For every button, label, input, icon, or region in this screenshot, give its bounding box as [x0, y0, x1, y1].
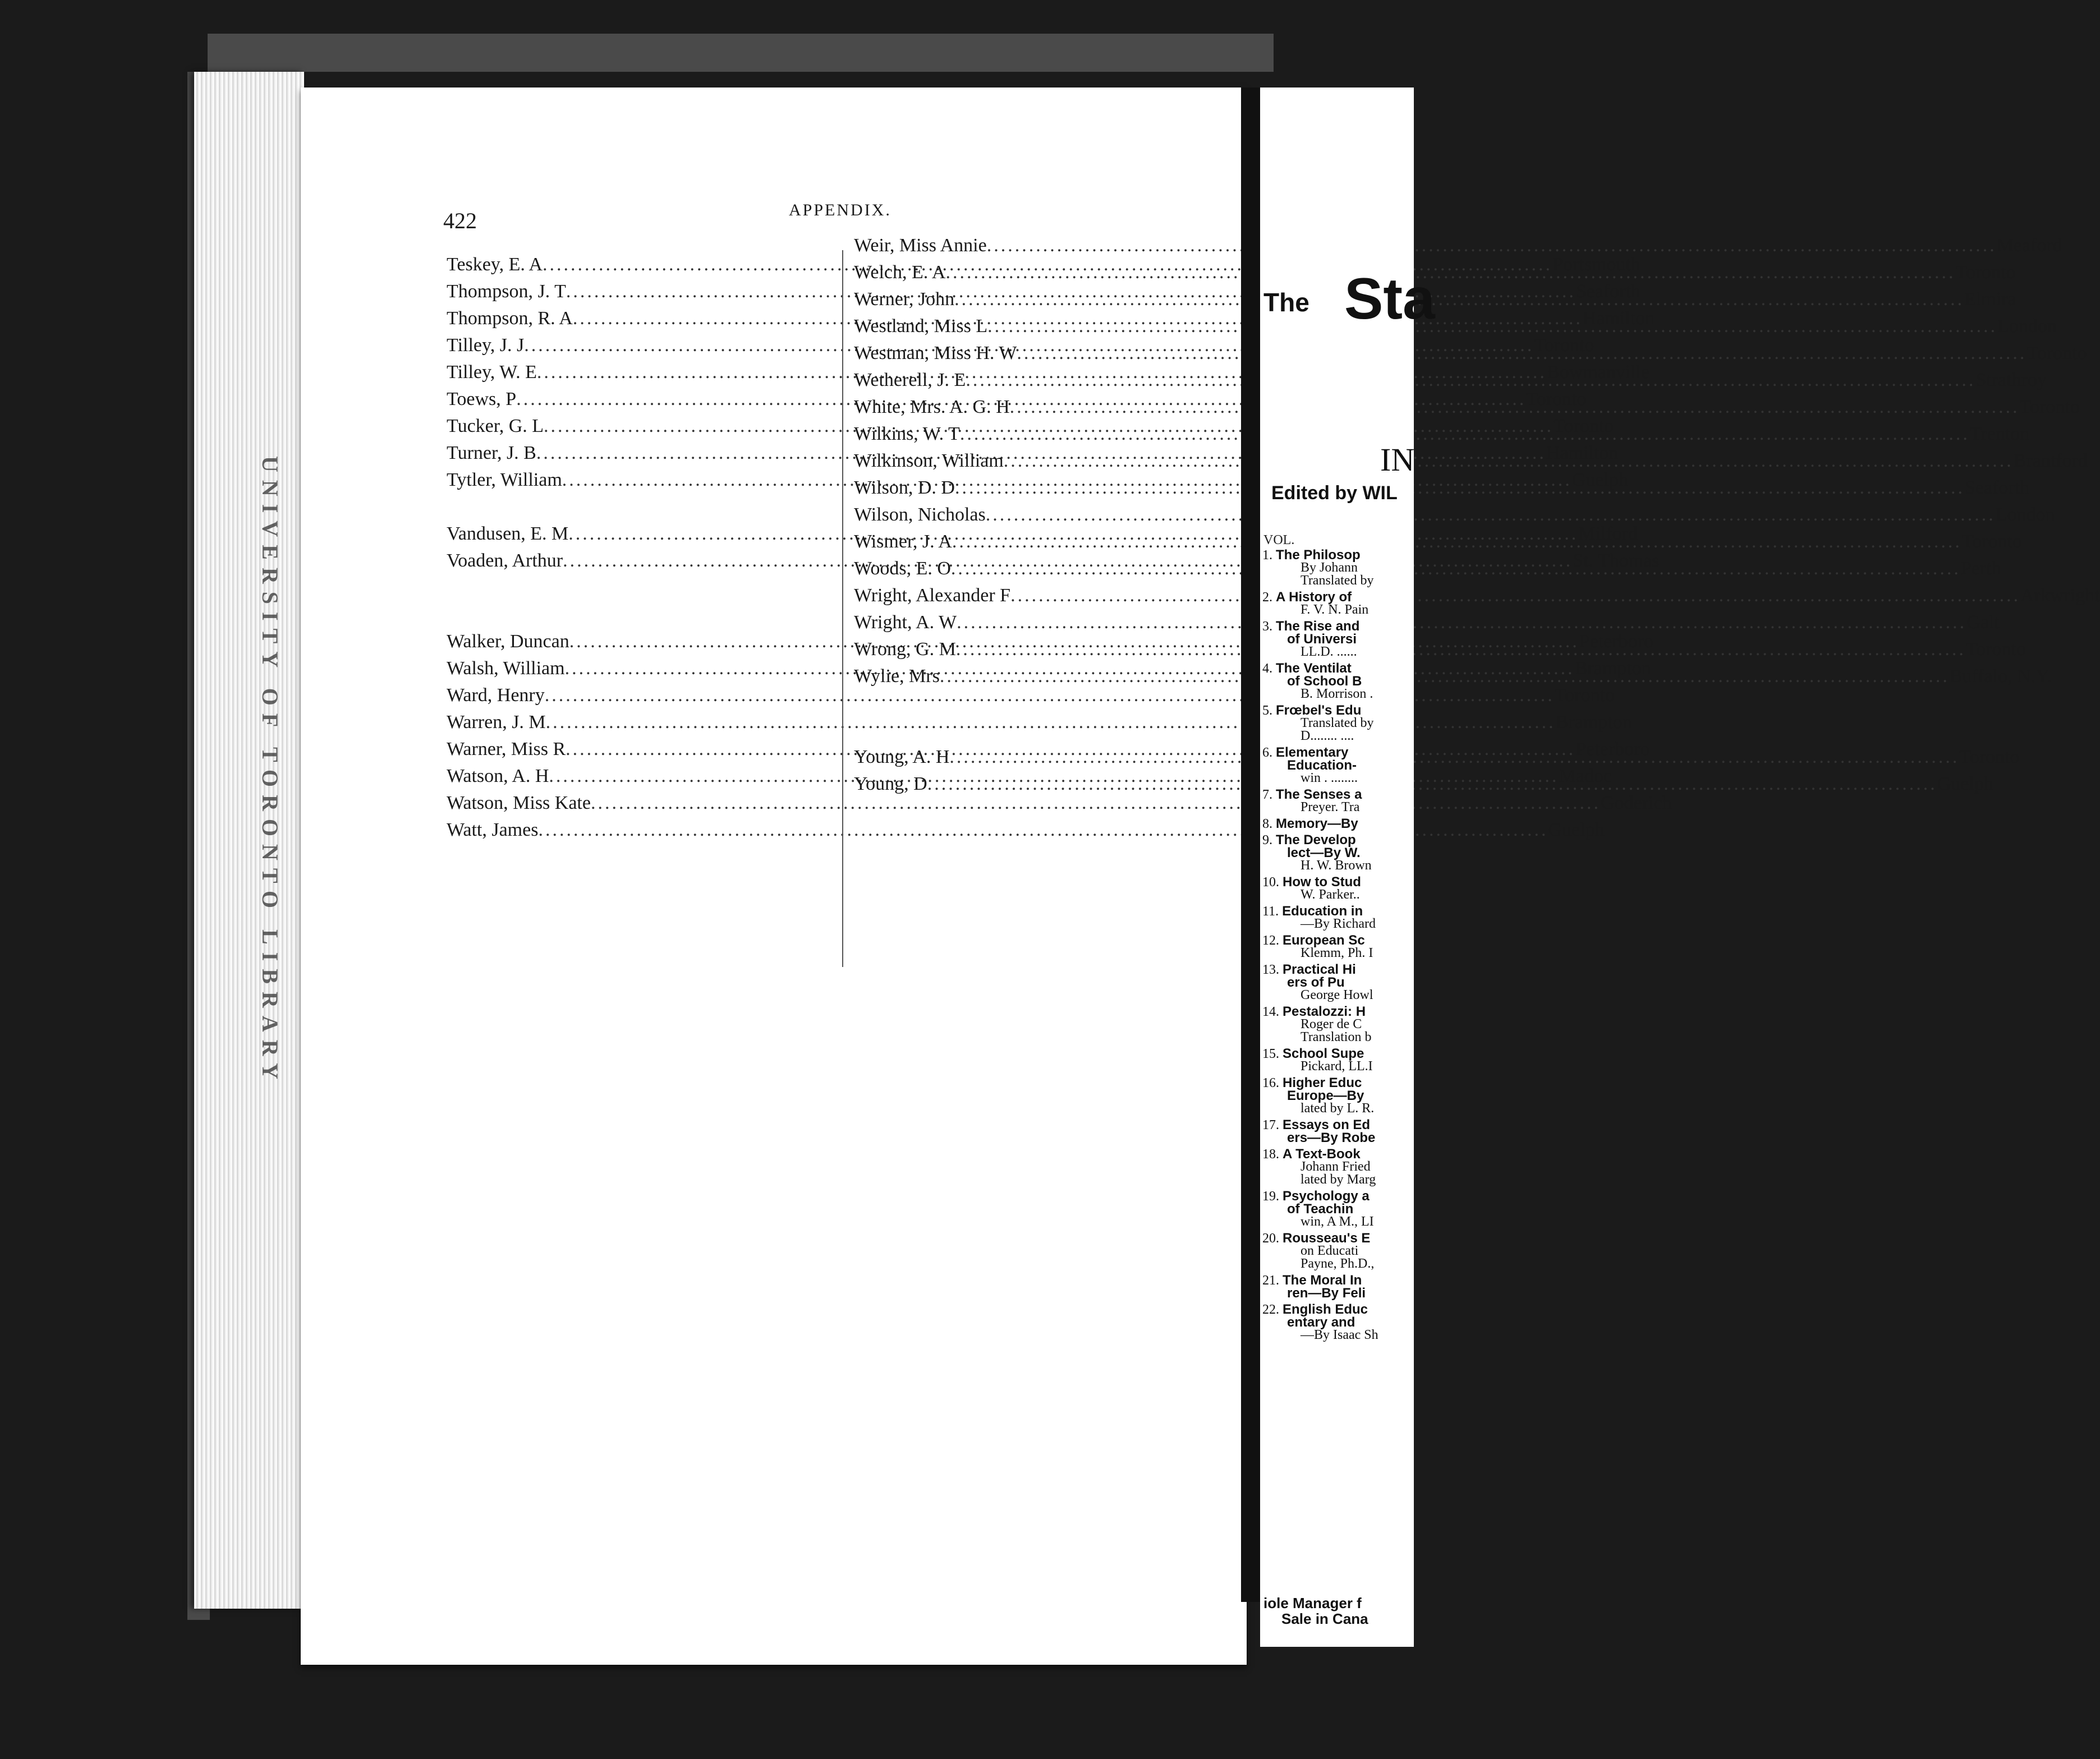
book-detail-line: LL.D. ......	[1301, 644, 1357, 659]
book-number: 10.	[1262, 875, 1279, 890]
book-entry	[1260, 1047, 1414, 1073]
dot-leader	[940, 663, 1950, 690]
book-title: A Text-Book	[1283, 1146, 1361, 1162]
book-title: Higher Educ	[1283, 1075, 1362, 1090]
book-entry	[1260, 963, 1414, 1002]
entry-name: Werner, John	[854, 289, 955, 310]
entry-place: Toronto	[2027, 343, 2087, 363]
book-detail-line: of Universi	[1287, 632, 1357, 647]
book-detail-line: lated by L. R.	[1301, 1101, 1375, 1116]
entry-name: Voaden, Arthur	[447, 550, 563, 571]
footer-line: iole Manager f	[1263, 1595, 1362, 1611]
book-detail-line: W. Parker..	[1301, 887, 1360, 902]
book-detail-line: Translation b	[1301, 1030, 1372, 1044]
book-title: Frœbel's Edu	[1276, 703, 1362, 718]
book-number: 19.	[1262, 1189, 1279, 1204]
book-detail-line: Education-	[1287, 758, 1357, 773]
book-title-line	[1260, 1303, 1414, 1316]
book-title-line	[1260, 1118, 1414, 1131]
book-number: 4.	[1262, 661, 1272, 676]
entry-name: Thompson, J. T	[447, 281, 566, 302]
entry-place: Hamilton	[1546, 443, 1619, 463]
book-title: The Ventilat	[1276, 661, 1352, 676]
entry-place: Strathroy	[1975, 370, 2047, 390]
entry-place: Peterboro	[1575, 739, 1650, 759]
book-title: Memory—By	[1276, 816, 1358, 831]
book-entry	[1260, 662, 1414, 701]
right-page	[1260, 88, 1435, 1647]
book-number: 3.	[1262, 619, 1272, 634]
book-title: A History of	[1276, 590, 1352, 605]
entry-place: Brampton	[1555, 712, 1632, 733]
entry-name: Westland, Miss L	[854, 316, 988, 337]
entry-name: Welch, E. A	[854, 262, 946, 283]
book-detail-line: Johann Fried	[1301, 1159, 1371, 1174]
entry-name: Warner, Miss R	[447, 739, 566, 759]
entry-name: Vandusen, E. M	[447, 523, 569, 544]
entry-place: Meaford	[1996, 235, 2062, 256]
section-gap	[447, 494, 830, 521]
entry-name: Teskey, E. A	[447, 254, 543, 275]
book-number: 18.	[1262, 1147, 1279, 1162]
entry-place: Trenton	[1969, 423, 2030, 444]
directory-entry	[854, 340, 2087, 367]
book-title: The Develop	[1276, 832, 1356, 848]
entry-name: Young, A. H	[854, 747, 950, 767]
dot-leader	[1010, 582, 2020, 609]
entry-name: Wilson, Nicholas	[854, 504, 986, 525]
entry-name: Watson, Miss Kate	[447, 793, 591, 813]
book-detail-line: ers of Pu	[1287, 975, 1345, 990]
entry-name: Walker, Duncan	[447, 631, 569, 652]
footer-line: Sale in Cana	[1281, 1610, 1368, 1627]
entry-place: Seaforth	[1575, 281, 1641, 302]
book-detail-line: on Educati	[1301, 1244, 1359, 1258]
entry-name: Young, D	[854, 773, 927, 794]
edge-stamp	[254, 404, 287, 1139]
book-entry	[1260, 834, 1414, 872]
book-title: How to Stud	[1283, 874, 1361, 890]
book-detail-line: F. V. N. Pain	[1301, 602, 1369, 617]
dot-leader	[955, 475, 1965, 501]
book-number: 15.	[1262, 1047, 1279, 1061]
dot-leader	[945, 259, 1955, 286]
book-entry	[1260, 934, 1414, 960]
book-entry	[1260, 817, 1414, 830]
book-entry	[1260, 620, 1414, 659]
book-entry	[1260, 876, 1414, 901]
entry-name: Tilley, J. J	[447, 335, 525, 356]
book-title-line	[1260, 788, 1414, 801]
entry-place: Goderich	[1600, 793, 1672, 813]
entry-place: Portsmouth	[1552, 254, 1641, 275]
book-spine	[1241, 88, 1260, 1602]
book-number: 8.	[1262, 817, 1272, 831]
dot-leader	[987, 313, 1997, 340]
page-edges	[194, 72, 304, 1609]
book-number: 22.	[1262, 1302, 1279, 1317]
book-detail-line: —By Isaac Sh	[1301, 1328, 1378, 1342]
entry-place: Toronto	[1959, 747, 2020, 767]
book-entry	[1260, 1076, 1414, 1115]
book-title-line	[1260, 1076, 1414, 1089]
book-number: 12.	[1262, 933, 1279, 948]
book-entry	[1260, 905, 1414, 931]
book-number: 11.	[1262, 904, 1279, 919]
entry-name: Woods, E. O	[854, 558, 951, 579]
book-title: Psychology a	[1283, 1189, 1370, 1204]
book-entry	[1260, 704, 1414, 743]
running-head: APPENDIX.	[789, 201, 892, 219]
book-title-line	[1260, 1274, 1414, 1287]
entry-place: Toronto	[1955, 262, 2016, 283]
entry-place: Madoc	[1559, 766, 1612, 786]
entry-name: Wilson, D. D	[854, 477, 955, 498]
page-number: 422	[443, 208, 477, 233]
entry-place: Milford	[1578, 523, 1638, 544]
entry-place: Perth	[1960, 558, 2001, 579]
entry-place: Toronto	[1965, 639, 2027, 660]
entry-name: Wilkinson, William	[854, 450, 1004, 471]
dot-leader	[952, 528, 1962, 555]
entry-place: Elmira	[1964, 289, 2016, 310]
entry-name: Wrong, G. M	[854, 639, 956, 660]
book-number: 13.	[1262, 963, 1279, 977]
dot-leader	[966, 367, 1975, 394]
book-title-line	[1260, 704, 1414, 717]
book-detail-line: Preyer. Tra	[1301, 800, 1360, 814]
book-detail-line: lated by Marg	[1301, 1172, 1376, 1187]
entry-name: Ward, Henry	[447, 685, 545, 706]
entry-name: Weir, Miss Annie	[854, 235, 987, 256]
dot-leader	[949, 744, 1959, 771]
book-entry	[1260, 1232, 1414, 1270]
book-title: Rousseau's E	[1283, 1231, 1371, 1246]
dot-leader	[1017, 340, 2027, 367]
series-name: IN	[1380, 441, 1415, 478]
book-title: The Rise and	[1276, 619, 1360, 634]
entry-place: Toronto	[1554, 685, 1615, 706]
series-editor: Edited by WIL	[1271, 482, 1398, 504]
entry-name: Wylie, Mrs	[854, 666, 940, 687]
entry-place: Guelph	[1937, 773, 1993, 794]
book-cover-edge	[208, 34, 1274, 72]
book-title-line	[1260, 834, 1414, 846]
book-detail-line: ers—By Robe	[1287, 1130, 1376, 1145]
book-title-line	[1260, 549, 1414, 561]
entry-place: Bowmanville	[1546, 362, 1650, 383]
entry-name: Thompson, R. A	[447, 308, 573, 329]
book-number: 17.	[1262, 1118, 1279, 1132]
book-title: The Senses a	[1276, 787, 1362, 802]
entry-name: Tytler, William	[447, 469, 562, 490]
entry-name: White, Mrs. A. G. H	[854, 397, 1010, 417]
series-title: Sta	[1344, 266, 1435, 331]
book-detail-line: ren—By Feli	[1287, 1286, 1366, 1301]
book-title: Elementary	[1276, 745, 1349, 760]
book-title-line	[1260, 876, 1414, 888]
entry-place: Toronto	[1534, 335, 1594, 356]
book-number: 21.	[1262, 1273, 1279, 1288]
book-title: Pestalozzi: H	[1283, 1004, 1366, 1019]
book-number: 14.	[1262, 1005, 1279, 1019]
book-detail-line: lect—By W.	[1287, 845, 1361, 860]
book-detail-line: D........ ....	[1301, 729, 1354, 743]
entry-place: Toronto	[1961, 531, 2022, 552]
entry-name: Toews, P	[447, 389, 517, 409]
dot-leader	[957, 609, 1966, 636]
book-title-line	[1260, 591, 1414, 604]
column-divider	[842, 250, 843, 967]
book-title-line	[1260, 1232, 1414, 1245]
entry-name: Wismer, J. A	[854, 531, 952, 552]
dot-leader	[1004, 448, 2014, 475]
entry-place: Galt	[1966, 612, 2000, 633]
entry-place: Hamilton	[1582, 308, 1655, 329]
directory-entry	[854, 232, 2062, 259]
edge-stamp-text: UNIVERSITY OF TORONTO LIBRARY	[258, 455, 283, 1087]
book-title: Practical Hi	[1283, 962, 1356, 977]
book-number: 1.	[1262, 548, 1272, 563]
book-entry	[1260, 1303, 1414, 1342]
book-title-line	[1260, 817, 1414, 830]
entry-name: Wright, A. W	[854, 612, 957, 633]
footer-note	[1263, 1595, 1368, 1627]
entry-place: Brantford	[2013, 450, 2088, 471]
entry-name: Watt, James	[447, 819, 539, 840]
book-title-line	[1260, 1005, 1414, 1018]
entry-name: Wilkins, W. T	[854, 423, 960, 444]
book-entry	[1260, 1148, 1414, 1186]
book-list	[1260, 549, 1414, 1345]
book-detail-line: Payne, Ph.D.,	[1301, 1256, 1375, 1271]
entry-place: Peterboro	[1579, 631, 1653, 652]
book-title: Education in	[1282, 904, 1363, 919]
entry-name: Turner, J. B	[447, 443, 536, 463]
entry-name: Wright, Alexander F	[854, 585, 1011, 606]
entry-name: Westman, Miss H. W	[854, 343, 1017, 363]
entry-place: Arkwright	[2020, 585, 2100, 606]
book-entry	[1260, 1274, 1414, 1300]
entry-place: Buffalo, N.Y.	[1949, 666, 2052, 687]
entry-name: Wetherell, J. E	[854, 370, 966, 390]
book-entry	[1260, 746, 1414, 785]
book-detail-line: of School B	[1287, 674, 1362, 689]
entry-place: Toronto	[1526, 389, 1587, 409]
book-title: The Moral In	[1283, 1273, 1362, 1288]
book-detail-line: —By Richard	[1301, 917, 1376, 931]
book-title-line	[1260, 662, 1414, 675]
dot-leader	[987, 232, 1997, 259]
book-number: 16.	[1262, 1076, 1279, 1090]
book-detail-line: Translated by	[1301, 573, 1374, 588]
book-entry	[1260, 1118, 1414, 1144]
entry-place: London	[1997, 316, 2057, 337]
book-entry	[1260, 788, 1414, 814]
book-detail-line: Roger de C	[1301, 1017, 1362, 1032]
book-detail-line: Pickard, LL.I	[1301, 1059, 1373, 1074]
entry-place: Toronto	[2019, 397, 2080, 417]
book-number: 7.	[1262, 788, 1272, 802]
book-title-line	[1260, 620, 1414, 633]
book-title-line	[1260, 1190, 1414, 1203]
book-title: School Supe	[1283, 1046, 1364, 1061]
entry-place: Guelph	[1548, 819, 1605, 840]
dot-leader	[954, 286, 1964, 313]
section-gap	[854, 690, 1241, 744]
entry-name: Tilley, W. E	[447, 362, 537, 383]
entry-place: Seaforth	[1964, 477, 2030, 498]
book-detail-line: Europe—By	[1287, 1088, 1364, 1103]
book-title: English Educ	[1283, 1302, 1368, 1317]
book-detail-line: Klemm, Ph. I	[1301, 946, 1373, 960]
entry-place: Guelph	[1571, 469, 1628, 490]
book-title: The Philosop	[1276, 547, 1361, 563]
entry-place: London	[1995, 504, 2055, 525]
entry-place: Toronto	[1554, 416, 1614, 436]
book-detail-line: Translated by	[1301, 716, 1374, 730]
book-number: 5.	[1262, 703, 1272, 718]
book-title-line	[1260, 905, 1414, 918]
entry-name: Walsh, William	[447, 658, 565, 679]
book-number: 20.	[1262, 1231, 1279, 1246]
section-gap	[447, 574, 830, 628]
dot-leader	[1010, 394, 2020, 421]
book-number: 9.	[1262, 833, 1272, 848]
directory-entry	[854, 501, 2055, 528]
dot-leader	[986, 501, 1996, 528]
book-detail-line: win, A M., LI	[1301, 1214, 1374, 1229]
series-the: The	[1263, 288, 1309, 317]
book-title-line	[1260, 934, 1414, 947]
dot-leader	[956, 636, 1966, 663]
book-detail-line: By Johann	[1301, 560, 1358, 575]
book-detail-line: of Teachin	[1287, 1201, 1354, 1217]
book-entry	[1260, 1005, 1414, 1044]
entry-name: Watson, A. H	[447, 766, 549, 786]
entry-place: Brampton	[1574, 658, 1651, 679]
book-detail-line: entary and	[1287, 1315, 1355, 1330]
book-entry	[1260, 1190, 1414, 1228]
book-entry	[1260, 591, 1414, 616]
book-title-line	[1260, 1047, 1414, 1060]
book-title-line	[1260, 1148, 1414, 1161]
entry-place: St. Thomas	[1573, 550, 1660, 571]
book-detail-line: win . ........	[1301, 771, 1358, 785]
directory-entry	[854, 394, 2080, 421]
book-number: 2.	[1262, 590, 1272, 605]
book-detail-line: B. Morrison .	[1301, 687, 1373, 701]
vol-label: VOL.	[1263, 533, 1295, 547]
book-title-line	[1260, 746, 1414, 759]
book-detail-line: H. W. Brown	[1301, 858, 1372, 873]
book-entry	[1260, 549, 1414, 587]
book-title-line	[1260, 963, 1414, 976]
book-title: Essays on Ed	[1283, 1117, 1371, 1132]
dot-leader	[927, 771, 1937, 798]
entry-name: Warren, J. M	[447, 712, 546, 733]
dot-leader	[951, 555, 1961, 582]
book-number: 6.	[1262, 745, 1272, 760]
book-detail-line: George Howl	[1301, 988, 1373, 1002]
entry-name: Tucker, G. L	[447, 416, 544, 436]
book-title: European Sc	[1283, 933, 1365, 948]
dot-leader	[960, 421, 1970, 448]
